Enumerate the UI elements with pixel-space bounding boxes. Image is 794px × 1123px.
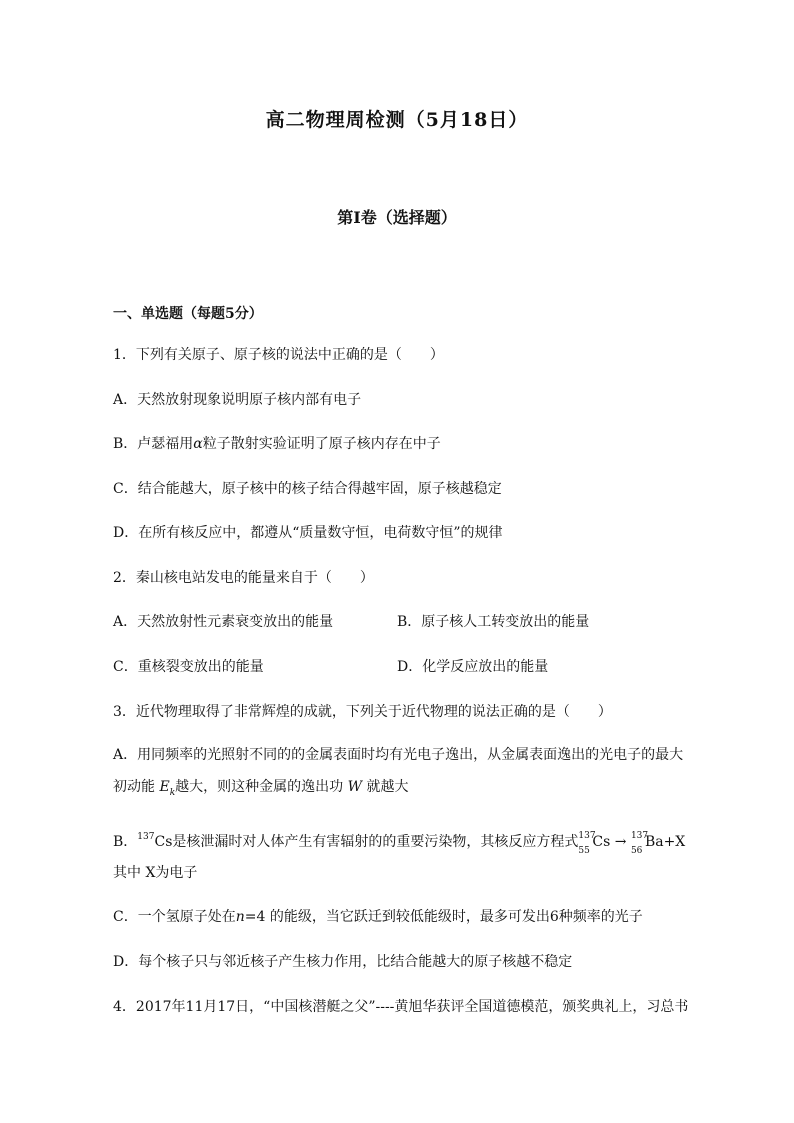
ba-nuclide: [630, 831, 686, 856]
q3-option-a-line2: [113, 778, 408, 802]
text-span: C．一个氢原子处在: [113, 909, 236, 925]
ba-symbol: Ba+X: [644, 834, 686, 850]
q1-option-d: D．在所有核反应中，都遵从“质量数守恒，电荷数守恒”的规律: [113, 525, 503, 541]
ek-letter: E: [159, 779, 170, 795]
ba-z: 56: [630, 846, 643, 856]
q2-option-d: D．化学反应放出的能量: [397, 659, 549, 675]
q1-option-a: A．天然放射现象说明原子核内部有电子: [113, 392, 362, 408]
section-heading: 一、单选题（每题5分）: [113, 306, 263, 322]
q3-option-b-line1: [113, 828, 686, 856]
q2-option-b: B．原子核人工转变放出的能量: [397, 614, 590, 630]
ek-subscript: k: [169, 787, 176, 798]
q1-option-b-pre: B．卢瑟福用: [113, 436, 194, 452]
cs-nuclide: [578, 831, 611, 856]
q2-option-c: C．重核裂变放出的能量: [113, 659, 264, 675]
page-title: 高二物理周检测（5月18日）: [265, 109, 529, 131]
q3-option-a-line1: A．用同频率的光照射不同的的金属表面时均有光电子逸出，从金属表面逸出的光电子的最大: [113, 747, 684, 763]
paper-subtitle: 第I卷（选择题）: [337, 208, 457, 227]
q1-option-b: [113, 435, 441, 453]
arrow-symbol: →: [610, 834, 631, 850]
alpha-symbol: α: [193, 436, 203, 452]
q2-option-a: A．天然放射性元素衰变放出的能量: [113, 614, 334, 630]
text-span: =4 的能级，当它跃迁到较低能级时，最多可发出6种频率的光子: [244, 909, 643, 925]
text-span: 初动能: [113, 779, 160, 795]
q1-option-c: C．结合能越大，原子核中的核子结合得越牢固，原子核越稳定: [113, 481, 502, 497]
q3-stem: 3．近代物理取得了非常辉煌的成就，下列关于近代物理的说法正确的是（ ）: [113, 704, 612, 720]
w-symbol: W: [347, 779, 362, 795]
text-span: Cs是核泄漏时对人体产生有害辐射的的重要污染物，其核反应方程式: [154, 834, 579, 850]
n-symbol: n: [235, 909, 245, 925]
text-span: 就越大: [362, 779, 409, 795]
ba-a: 137: [630, 831, 649, 841]
text-span: 越大，则这种金属的逸出功: [175, 779, 348, 795]
cs-a: 137: [578, 831, 596, 841]
text-span: B．: [113, 834, 138, 850]
cs-symbol: Cs: [592, 834, 611, 850]
q3-option-d: D．每个核子只与邻近核子产生核力作用，比结合能越大的原子核越不稳定: [113, 954, 573, 970]
q3-option-b-line2: 其中 X为电子: [113, 865, 198, 881]
q1-option-b-post: 粒子散射实验证明了原子核内存在中子: [202, 436, 441, 452]
q2-stem: 2．秦山核电站发电的能量来自于（ ）: [113, 570, 374, 586]
ek-symbol: [159, 779, 176, 798]
cs-z: 55: [578, 846, 590, 856]
cs-mass-number: 137: [137, 832, 155, 842]
q3-option-c: [113, 908, 643, 926]
q4-stem: 4．2017年11月17日，“中国核潜艇之父”----黄旭华获评全国道德模范，颁奖典礼上，习总书: [113, 999, 689, 1015]
q1-stem: 1．下列有关原子、原子核的说法中正确的是（ ）: [113, 347, 444, 363]
